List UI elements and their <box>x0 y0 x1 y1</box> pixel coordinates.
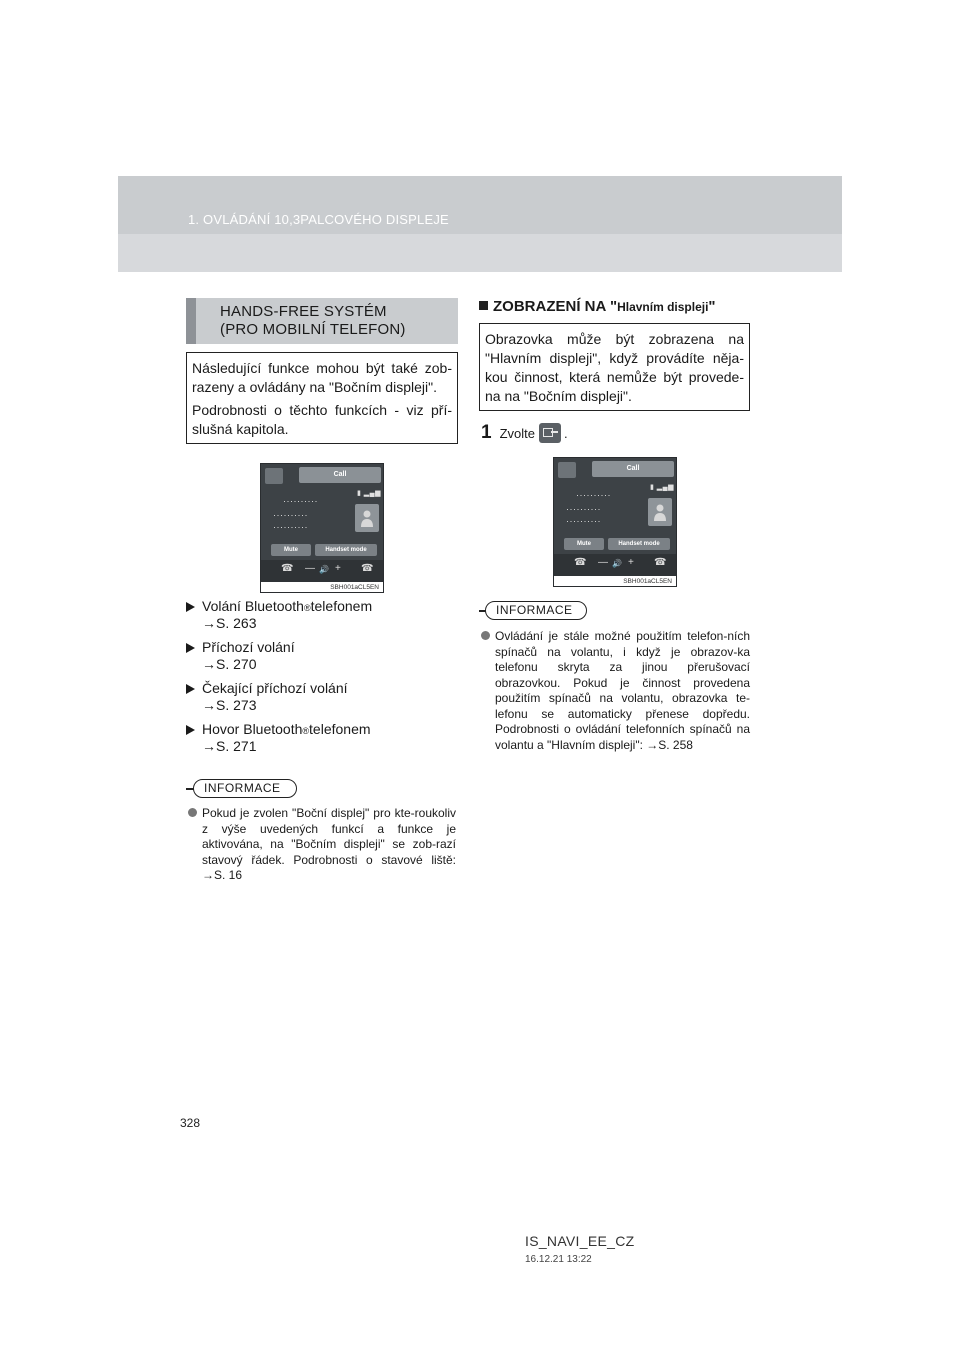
arrow-bullet-icon <box>186 602 195 612</box>
main-display-text: Obrazovka může být zobrazena na "Hlavním displeji", když provádíte něja-kou činnost, která nemůže být provede-na na "Bočním displeji". <box>485 331 744 404</box>
arrow-bullet-icon <box>186 684 195 694</box>
step-text: Zvolte <box>499 425 535 441</box>
list-item: Čekající příchozí volání →S. 273 <box>186 680 446 714</box>
phone-screen-image <box>553 457 677 587</box>
step-number: 1 <box>481 422 492 443</box>
footer-code: IS_NAVI_EE_CZ <box>525 1233 635 1249</box>
page-reference[interactable]: →S. 273 <box>202 697 257 713</box>
minus-icon: — <box>598 557 608 568</box>
image-code: SBH001aCL5EN <box>261 582 384 593</box>
screen-title: Call <box>592 461 674 477</box>
screen-switch-icon <box>558 462 576 478</box>
page-reference[interactable]: →S. 270 <box>202 656 257 672</box>
volume-icon: 🔊 <box>612 559 622 568</box>
plus-icon: + <box>335 563 341 574</box>
phone-screen-image <box>260 463 384 593</box>
phone-icon: ☎ <box>281 563 294 574</box>
screen-mute-button: Mute <box>564 538 604 550</box>
bullet-dot-icon <box>188 808 197 817</box>
minus-icon: — <box>305 563 315 574</box>
phone-icon: ☎ <box>574 557 587 568</box>
section-heading <box>186 298 458 344</box>
heading-line-1: HANDS-FREE SYSTÉM <box>220 303 387 320</box>
screen-dots: ·········· <box>566 504 601 514</box>
info-label: INFORMACE <box>485 601 587 620</box>
list-item: Příchozí volání →S. 270 <box>186 639 446 673</box>
subheading: ZOBRAZENÍ NA "Hlavním displeji" <box>479 298 716 315</box>
avatar-icon <box>355 504 379 532</box>
heading-line-2: (PRO MOBILNÍ TELEFON) <box>220 321 406 338</box>
info-note: Ovládání je stále možné použitím telefon-ních spínačů na volantu, i když je obrazov-ka telefonu skryta za jinou přerušovací obrazovkou. Pokud je činnost provedena použitím spínačů na volantu, obrazovka te-lefonu se automaticky přenese dopředu. Podrobnosti o ovládání telefonních spínačů na volantu a "Hlavním displeji": →S. 258 <box>481 629 750 753</box>
screen-handset-button: Handset mode <box>608 538 670 550</box>
signal-icon: ▮ ▂▄▆ <box>650 484 675 491</box>
screen-dots: ·········· <box>273 510 308 520</box>
screen-dots: ·········· <box>283 496 318 506</box>
screen-switch-icon <box>265 468 283 484</box>
list-item: Hovor Bluetooth ® telefonem →S. 271 <box>186 721 446 755</box>
hangup-icon: ☎ <box>361 563 374 574</box>
info-note: Pokud je zvolen "Boční displej" pro kte-roukoliv z výše uvedených funkcí a funkce je aktivována, na "Bočním displeji" se zob-razí stavový řádek. Podrobnosti o stavové liště: →S. 16 <box>188 806 456 884</box>
info-label: INFORMACE <box>193 779 297 798</box>
arrow-bullet-icon <box>186 725 195 735</box>
intro-paragraph-2: Podrobnosti o těchto funkcích - viz pří-slušná kapitola. <box>192 402 452 437</box>
step-1: 1 Zvolte . <box>481 422 568 443</box>
intro-paragraph-1: Následující funkce mohou být také zob-razeny a ovládány na "Bočním displeji". <box>192 360 452 395</box>
plus-icon: + <box>628 557 634 568</box>
volume-icon: 🔊 <box>319 565 329 574</box>
signal-icon: ▮ ▂▄▆ <box>357 490 382 497</box>
list-item: Volání Bluetooth ® telefonem →S. 263 <box>186 598 446 632</box>
screen-mute-button: Mute <box>271 544 311 556</box>
section-title: 1. OVLÁDÁNÍ 10,3PALCOVÉHO DISPLEJE <box>188 212 449 227</box>
page-number: 328 <box>180 1116 201 1130</box>
screen-dots: ·········· <box>566 516 601 526</box>
page-reference[interactable]: →S. 271 <box>202 738 257 754</box>
screen-handset-button: Handset mode <box>315 544 377 556</box>
avatar-icon <box>648 498 672 526</box>
page-reference[interactable]: →S. 263 <box>202 615 257 631</box>
intro-box <box>186 352 458 444</box>
main-display-box <box>479 323 750 411</box>
arrow-bullet-icon <box>186 643 195 653</box>
screen-dots: ·········· <box>273 522 308 532</box>
screen-title: Call <box>299 467 381 483</box>
image-code: SBH001aCL5EN <box>554 576 677 587</box>
switch-display-icon[interactable] <box>539 423 561 443</box>
hangup-icon: ☎ <box>654 557 667 568</box>
square-bullet-icon <box>479 301 488 310</box>
function-list <box>186 598 446 762</box>
bullet-dot-icon <box>481 631 490 640</box>
footer-timestamp: 16.12.21 13:22 <box>525 1254 592 1265</box>
screen-dots: ·········· <box>576 490 611 500</box>
